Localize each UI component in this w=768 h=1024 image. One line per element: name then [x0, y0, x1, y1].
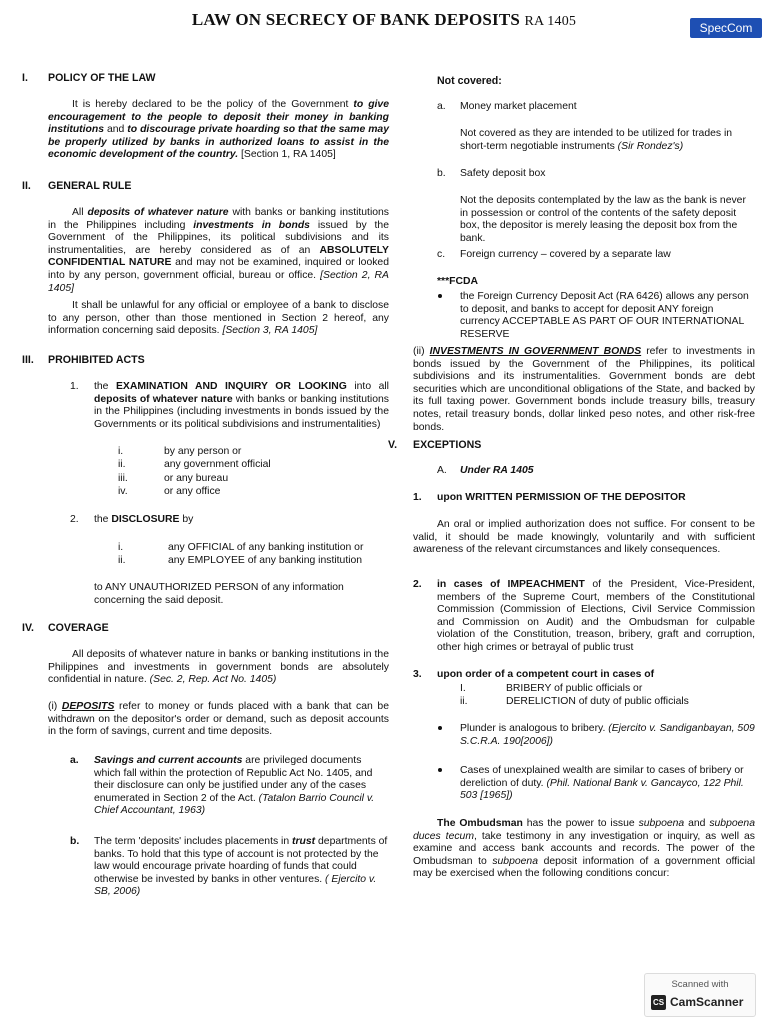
text-run: ( Ejercito v. SB, 2006)	[94, 873, 377, 898]
fcda-text: the Foreign Currency Deposit Act (RA 6426) allows any person to deposit, and banks to accept for deposit ANY foreign currency ACCEPTABLE AS PART OF OUR INTERNATIONAL RESERVE	[460, 291, 749, 340]
list-marker: ii.	[118, 555, 126, 567]
watermark-brand: CamScanner	[670, 995, 744, 1009]
section-4-number: IV.	[22, 622, 34, 634]
text-run: deposits of whatever nature	[94, 393, 233, 405]
list-marker: iii.	[118, 472, 128, 484]
prohibited-item-2-text	[94, 514, 193, 527]
text-run: departments of banks. To hold that this type of account is not protected by the law would encourage private hoarding of funds that could otherwise be invested by banks in other ventures.	[94, 836, 388, 885]
text-run: subpoena	[492, 855, 538, 867]
text-run: (ii)	[413, 346, 430, 357]
title-main: LAW ON SECRECY OF BANK DEPOSITS	[191, 10, 521, 29]
prohibited-item-1-text	[94, 381, 389, 431]
text-run: The Ombudsman	[437, 818, 523, 829]
list-item: or any office	[164, 486, 221, 498]
list-marker: i.	[118, 446, 124, 457]
text-run: trust	[292, 836, 316, 847]
text-run: deposits of whatever nature	[87, 207, 229, 218]
text-run: refer to money or funds placed with a bank that can be withdrawn on the depositor's order or demand, such as deposit accounts in the form of savings, current and time deposits.	[48, 701, 389, 738]
ombudsman-paragraph	[413, 818, 755, 881]
text-run: , take testimony in any investigation or inquiry, as well as examine and access bank accounts and records. The power of the Ombudsman to	[413, 830, 755, 867]
prohibited-item-2-number: 2.	[70, 514, 79, 525]
watermark-caption: Scanned with	[671, 979, 729, 990]
not-covered-c-title: Foreign currency – covered by a separate law	[460, 249, 671, 260]
exception-3-sublist	[460, 683, 689, 709]
section-5-number: V.	[388, 439, 398, 451]
text-run: All	[72, 207, 88, 218]
text-run: by	[179, 514, 194, 525]
bullet-icon	[438, 294, 442, 298]
camscanner-logo-icon: CS	[651, 995, 666, 1010]
text-run: deposit information of a government official may be exercised when the following conditions concur:	[413, 855, 755, 880]
text-run: Savings and current accounts	[94, 755, 243, 766]
text-run: It is hereby declared to be the policy of the Government	[72, 99, 354, 110]
text-run: of the President, Vice-President, members of the Supreme Court, members of the Constitutional Commission (Commission of Elections, Civil Service Commission and Commission on Audit) and the Ombudsman for culpable violation of the Constitution, treason, bribery, graft and corruption, other high crimes or betrayal of public trust	[437, 579, 755, 653]
not-covered-a-text	[460, 128, 755, 153]
exception-1-number: 1.	[413, 492, 422, 503]
text-run: (i)	[48, 701, 62, 712]
not-covered-b-text: Not the deposits contemplated by the law as the bank is never in possession or control of the contents of the safety deposit box, the depositor is merely leasing the deposit box from the bank.	[460, 195, 746, 244]
text-run: (Sec. 2, Rep. Act No. 1405)	[149, 674, 277, 686]
text-run: refer to investments in bonds issued by the Government of the Philippines, its political subdivisions and its instrumentalities. Government bonds are debt securities which are unconditional obligations of the State, and backed by its full taxing power. Government bonds include treasury bills, treasury notes, retail treasury bonds, dollar linked peso notes, and other risk-free bonds.	[413, 346, 755, 433]
bullet-icon	[438, 726, 442, 730]
text-run: the	[94, 514, 112, 525]
section-1-paragraph	[48, 99, 389, 162]
text-run: DEPOSITS	[61, 701, 115, 712]
list-item: BRIBERY of public officials or	[506, 683, 643, 694]
exception-2-number: 2.	[413, 579, 422, 590]
section-2-paragraph-2	[48, 300, 389, 338]
text-run: All deposits of whatever nature in banks or banking institutions in the Philippines and investments in government bonds are absolutely confidential in nature.	[48, 649, 389, 686]
not-covered-heading: Not covered:	[437, 75, 502, 87]
section-4-heading: COVERAGE	[48, 622, 109, 634]
section-2-heading: GENERAL RULE	[48, 180, 132, 192]
text-run: and	[684, 818, 710, 829]
exception-1-title: upon WRITTEN PERMISSION OF THE DEPOSITOR	[437, 492, 686, 503]
prohibited-sublist-2	[118, 542, 363, 569]
list-item: DERELICTION of duty of public officials	[506, 696, 689, 708]
text-run: investments in bonds	[193, 219, 310, 231]
plunder-note	[460, 723, 755, 748]
text-run: (Phil. National Bank v. Gancayco, 122 Phil. 503 [1965])	[460, 777, 744, 802]
gov-bonds-paragraph	[413, 346, 755, 434]
text-run: with banks or banking institutions in the Philippines (including investments in bonds issued by the Governments or its political subdivisions and instrumentalities)	[94, 393, 389, 430]
text-run: Plunder is analogous to bribery.	[460, 723, 609, 734]
not-covered-c-marker: c.	[437, 249, 446, 260]
prohibited-tail-text: to ANY UNAUTHORIZED PERSON of any information concerning the said deposit.	[94, 582, 344, 606]
text-run: (Ejercito v. Sandiganbayan, 509 S.C.R.A. 190[2006])	[460, 723, 755, 747]
text-run: The term 'deposits' includes placements in	[94, 836, 293, 847]
coverage-item-a-text	[94, 755, 389, 818]
text-run: in cases of IMPEACHMENT	[437, 579, 585, 590]
unexplained-wealth-note	[460, 765, 755, 803]
text-run: DISCLOSURE	[111, 514, 180, 525]
text-run: issued by the Government of the Philippines, its political subdivisions and its instrumentalities, are hereby considered as of an	[48, 219, 389, 256]
section-1-heading: POLICY OF THE LAW	[48, 72, 156, 84]
not-covered-a-title: Money market placement	[460, 101, 577, 112]
section-2-number: II.	[22, 180, 31, 192]
coverage-deposits-paragraph	[48, 701, 389, 739]
section-2-paragraph-1	[48, 207, 389, 295]
exception-3-number: 3.	[413, 669, 422, 680]
text-run: and	[104, 124, 128, 136]
text-run: are privileged documents which fall within the protection of Republic Act No. 1405, and their disclosure can only be justified under any of the cases enumerated in Section 2 of the Act.	[94, 755, 373, 804]
not-covered-b-marker: b.	[437, 168, 446, 179]
list-item: or any bureau	[164, 472, 229, 484]
text-run: with banks or banking institutions in the Philippines including	[48, 207, 390, 231]
text-run: subpoena duces tecum	[413, 818, 755, 842]
text-run: [Section 3, RA 1405]	[222, 325, 318, 337]
text-run: the	[94, 381, 116, 392]
document-title	[0, 10, 768, 30]
list-marker: I.	[460, 683, 466, 694]
list-marker: ii.	[460, 696, 468, 708]
text-run: [Section 2, RA 1405]	[48, 269, 389, 294]
not-covered-a-marker: a.	[437, 101, 446, 112]
text-run: Not covered as they are intended to be utilized for trades in short-term negotiable instruments	[460, 128, 733, 152]
text-run: (Tatalon Barrio Council v. Chief Accountant, 1963)	[94, 792, 375, 817]
section-1-number: I.	[22, 72, 28, 84]
section-3-heading: PROHIBITED ACTS	[48, 354, 145, 366]
text-run: into all	[346, 381, 389, 392]
prohibited-sublist-1	[118, 446, 271, 500]
text-run: has the power to issue	[522, 818, 639, 829]
title-sub: RA 1405	[524, 14, 577, 29]
fcda-label: ***FCDA	[437, 276, 478, 287]
exceptions-a-marker: A.	[437, 465, 447, 476]
text-run: subpoena	[638, 818, 685, 829]
section-5-heading: EXCEPTIONS	[413, 439, 482, 451]
list-item: any government official	[164, 459, 271, 471]
list-marker: ii.	[118, 459, 126, 471]
exceptions-a-title: Under RA 1405	[460, 465, 534, 476]
list-item: any EMPLOYEE of any banking institution	[168, 555, 363, 567]
text-run: EXAMINATION AND INQUIRY OR LOOKING	[115, 381, 347, 392]
camscanner-watermark	[644, 973, 756, 1017]
brand-badge: SpecCom	[690, 18, 762, 38]
text-run: It shall be unlawful for any official or employee of a bank to disclose to any person, other than those mentioned in Section 2 hereof, any information concerning said deposits.	[48, 300, 389, 337]
text-run: INVESTMENTS IN GOVERNMENT BONDS	[429, 346, 642, 357]
exception-2-text	[437, 579, 755, 655]
not-covered-b-title: Safety deposit box	[460, 168, 546, 179]
list-marker: i.	[118, 542, 124, 553]
list-marker: iv.	[118, 486, 128, 498]
text-run: to discourage private hoarding so that the same may be properly utilized by banks in authorized loans to assist in the economic development of the country.	[48, 124, 389, 161]
coverage-item-a-marker: a.	[70, 755, 79, 766]
coverage-paragraph-1	[48, 649, 389, 687]
list-item: any OFFICIAL of any banking institution or	[168, 542, 364, 553]
prohibited-item-1-number: 1.	[70, 381, 79, 392]
text-run: Cases of unexplained wealth are similar to cases of bribery or dereliction of duty.	[460, 765, 744, 789]
text-run: (Sir Rondez's)	[617, 140, 684, 152]
coverage-item-b-text	[94, 836, 389, 899]
text-run: to give encouragement to the people to deposit their money in banking institutions	[48, 99, 389, 136]
exception-1-text: An oral or implied authorization does not suffice. For consent to be valid, it should be made knowingly, voluntarily and with sufficient awareness of the relevant circumstances and likely consequences.	[413, 519, 755, 556]
coverage-item-b-marker: b.	[70, 836, 80, 847]
bullet-icon	[438, 768, 442, 772]
text-run: ABSOLUTELY CONFIDENTIAL NATURE	[48, 244, 389, 269]
section-3-number: III.	[22, 354, 34, 366]
exception-3-title: upon order of a competent court in cases of	[437, 669, 655, 680]
list-item: by any person or	[164, 446, 242, 457]
text-run: [Section 1, RA 1405]	[238, 149, 336, 161]
text-run: and may not be examined, inquired or looked into by any person, government official, bureau or office.	[48, 257, 389, 281]
